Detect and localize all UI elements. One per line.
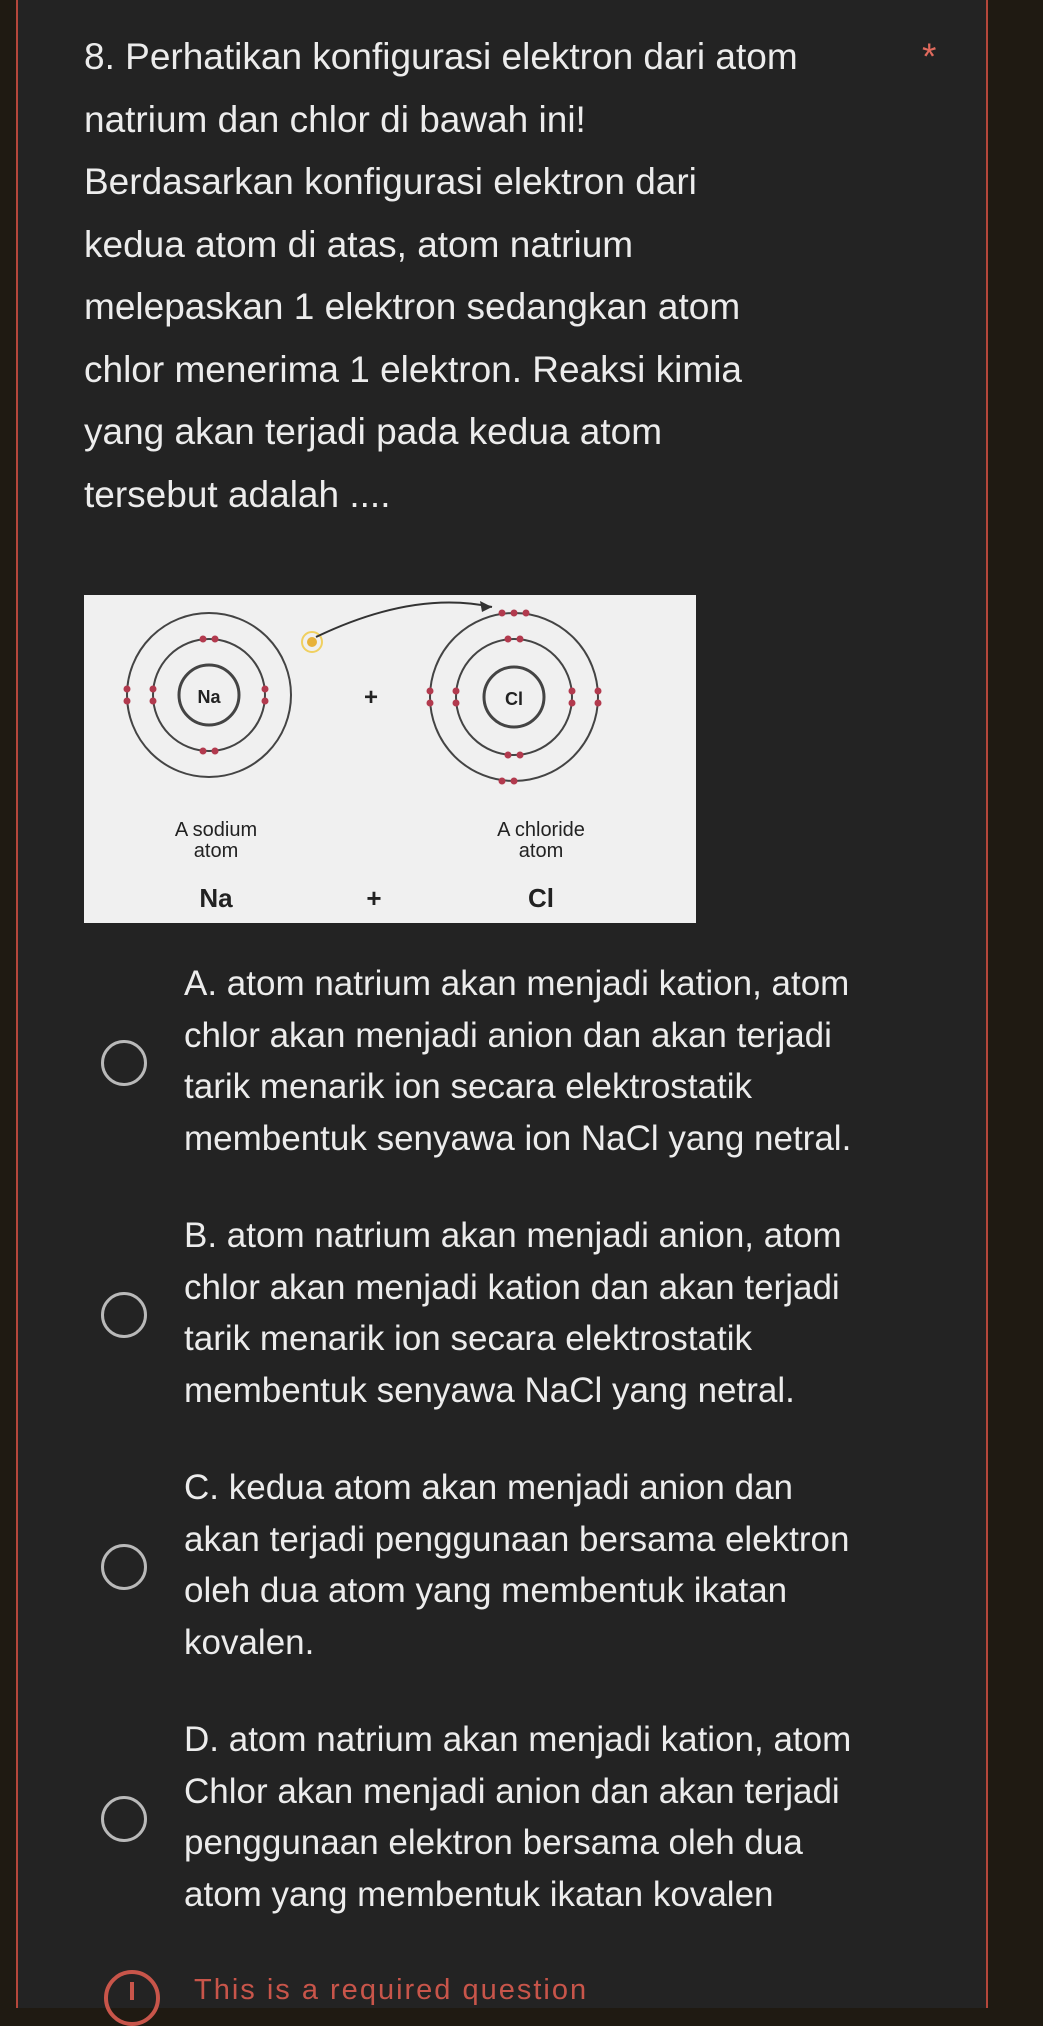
na-symbol: Na [197,687,221,707]
sodium-atom-diagram [124,613,323,777]
radio-button-d[interactable] [101,1796,147,1842]
chloride-caption-1: A chloride [497,819,585,841]
cl-symbol: Cl [505,689,523,709]
alert-icon [104,1970,160,2026]
required-asterisk: * [922,36,937,77]
chloride-caption-2: atom [518,840,564,862]
question-text [84,26,964,526]
sodium-caption-2: atom [193,840,239,862]
bottom-na: Na [199,883,233,913]
electron-transfer-arrow [316,602,492,637]
radio-button-a[interactable] [101,1040,147,1086]
plus-top: + [363,684,379,711]
option-a-label[interactable]: A. atom natrium akan menjadi kation, atom chlor akan menjadi anion dan akan terjadi tarik menarik ion secara elektrostatik membentuk senyawa ion NaCl yang netral. [184,964,852,1158]
option-d-label[interactable]: D. atom natrium akan menjadi kation, atom Chlor akan menjadi anion dan akan terjadi penggunaan elektron bersama oleh dua atom yang membentuk ikatan kovalen [184,1720,852,1914]
option-c-label[interactable]: C. kedua atom akan menjadi anion dan akan terjadi penggunaan bersama elektron oleh dua atom yang membentuk ikatan kovalen. [184,1468,850,1662]
question-image [84,595,696,923]
sodium-caption-1: A sodium [174,819,258,841]
question-card [16,0,988,2008]
bottom-plus: + [366,883,382,913]
required-notice-text: This is a required question [194,1974,589,2006]
radio-button-c[interactable] [101,1544,147,1590]
radio-button-b[interactable] [101,1292,147,1338]
option-b-label[interactable]: B. atom natrium akan menjadi anion, atom chlor akan menjadi kation dan akan terjadi tarik menarik ion secara elektrostatik membentuk senyawa NaCl yang netral. [184,1216,842,1410]
question-body: 8. Perhatikan konfigurasi elektron dari atom natrium dan chlor di bawah ini! Berdasarkan konfigurasi elektron dari kedua atom di atas, atom natrium melepaskan 1 elektron sedangkan atom chlor menerima 1 elektron. Reaksi kimia yang akan terjadi pada kedua atom tersebut adalah .... [84,36,798,515]
bottom-cl: Cl [528,883,554,913]
